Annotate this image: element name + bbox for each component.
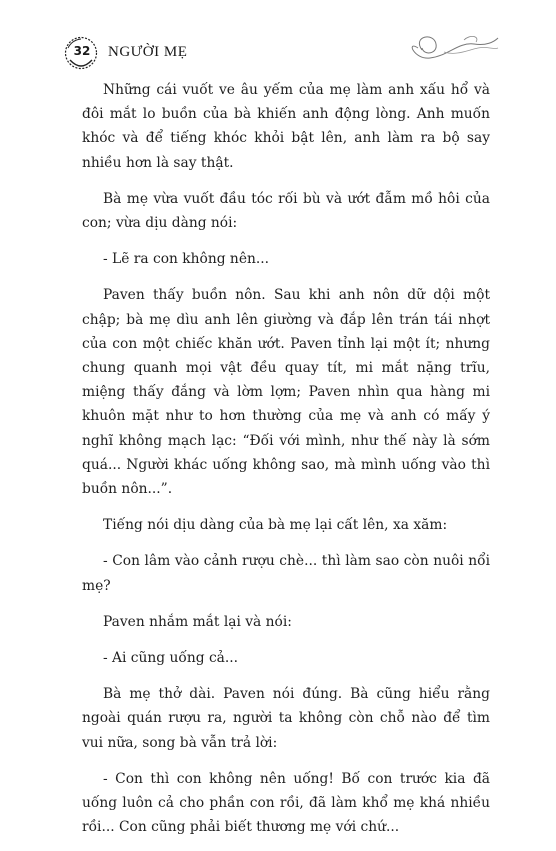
page-header	[0, 0, 556, 80]
running-title: NGƯỜI MẸ	[108, 44, 188, 60]
paragraph: - Lẽ ra con không nên...	[103, 251, 270, 268]
paragraph: Paven nhắm mắt lại và nói:	[103, 613, 292, 630]
swirl-ornament-icon	[404, 30, 500, 66]
page-body	[82, 78, 490, 851]
paragraph: Bà mẹ vừa vuốt đầu tóc rối bù và ướt đẫm mồ hôi của con; vừa dịu dàng nói:	[82, 190, 490, 232]
paragraph: Tiếng nói dịu dàng của bà mẹ lại cất lên, xa xăm:	[103, 517, 448, 534]
paragraph: Những cái vuốt ve âu yếm của mẹ làm anh xấu hổ và đôi mắt lo buồn của bà khiến anh động lòng. Anh muốn khóc và để tiếng khóc khỏi bật lên, anh làm ra bộ say nhiều hơn là say thật.	[82, 82, 490, 171]
paragraph: Bà mẹ thở dài. Paven nói đúng. Bà cũng hiểu rằng ngoài quán rượu ra, người ta không còn chỗ nào để tìm vui nữa, song bà vẫn trả lời:	[82, 686, 490, 751]
paragraph: - Con lâm vào cảnh rượu chè... thì làm sao còn nuôi nổi mẹ?	[82, 553, 490, 594]
paragraph: - Con thì con không nên uống! Bố con trước kia đã uống luôn cả cho phần con rồi, đã làm khổ mẹ khá nhiều rồi... Con cũng phải biết thương mẹ với chứ...	[82, 770, 490, 836]
paragraph: Paven thấy buồn nôn. Sau khi anh nôn dữ dội một chập; bà mẹ dìu anh lên giường và đắp lên trán tái nhợt của con một chiếc khăn ướt. Paven tỉnh lại một ít; nhưng chung quanh mọi vật đều quay tít, mi mắt nặng trĩu, miệng thấy đắng và lờm lợm; Paven nhìn qua hàng mi khuôn mặt như to hơn thường của mẹ và anh có mấy ý nghĩ không mạch lạc: “Đối với mình, như thế này là sớm quá... Người khác uống không sao, mà mình uống vào thì buồn nôn...”.	[82, 287, 490, 498]
paragraph: - Ai cũng uống cả...	[103, 650, 239, 667]
page-number: 32	[73, 44, 91, 58]
